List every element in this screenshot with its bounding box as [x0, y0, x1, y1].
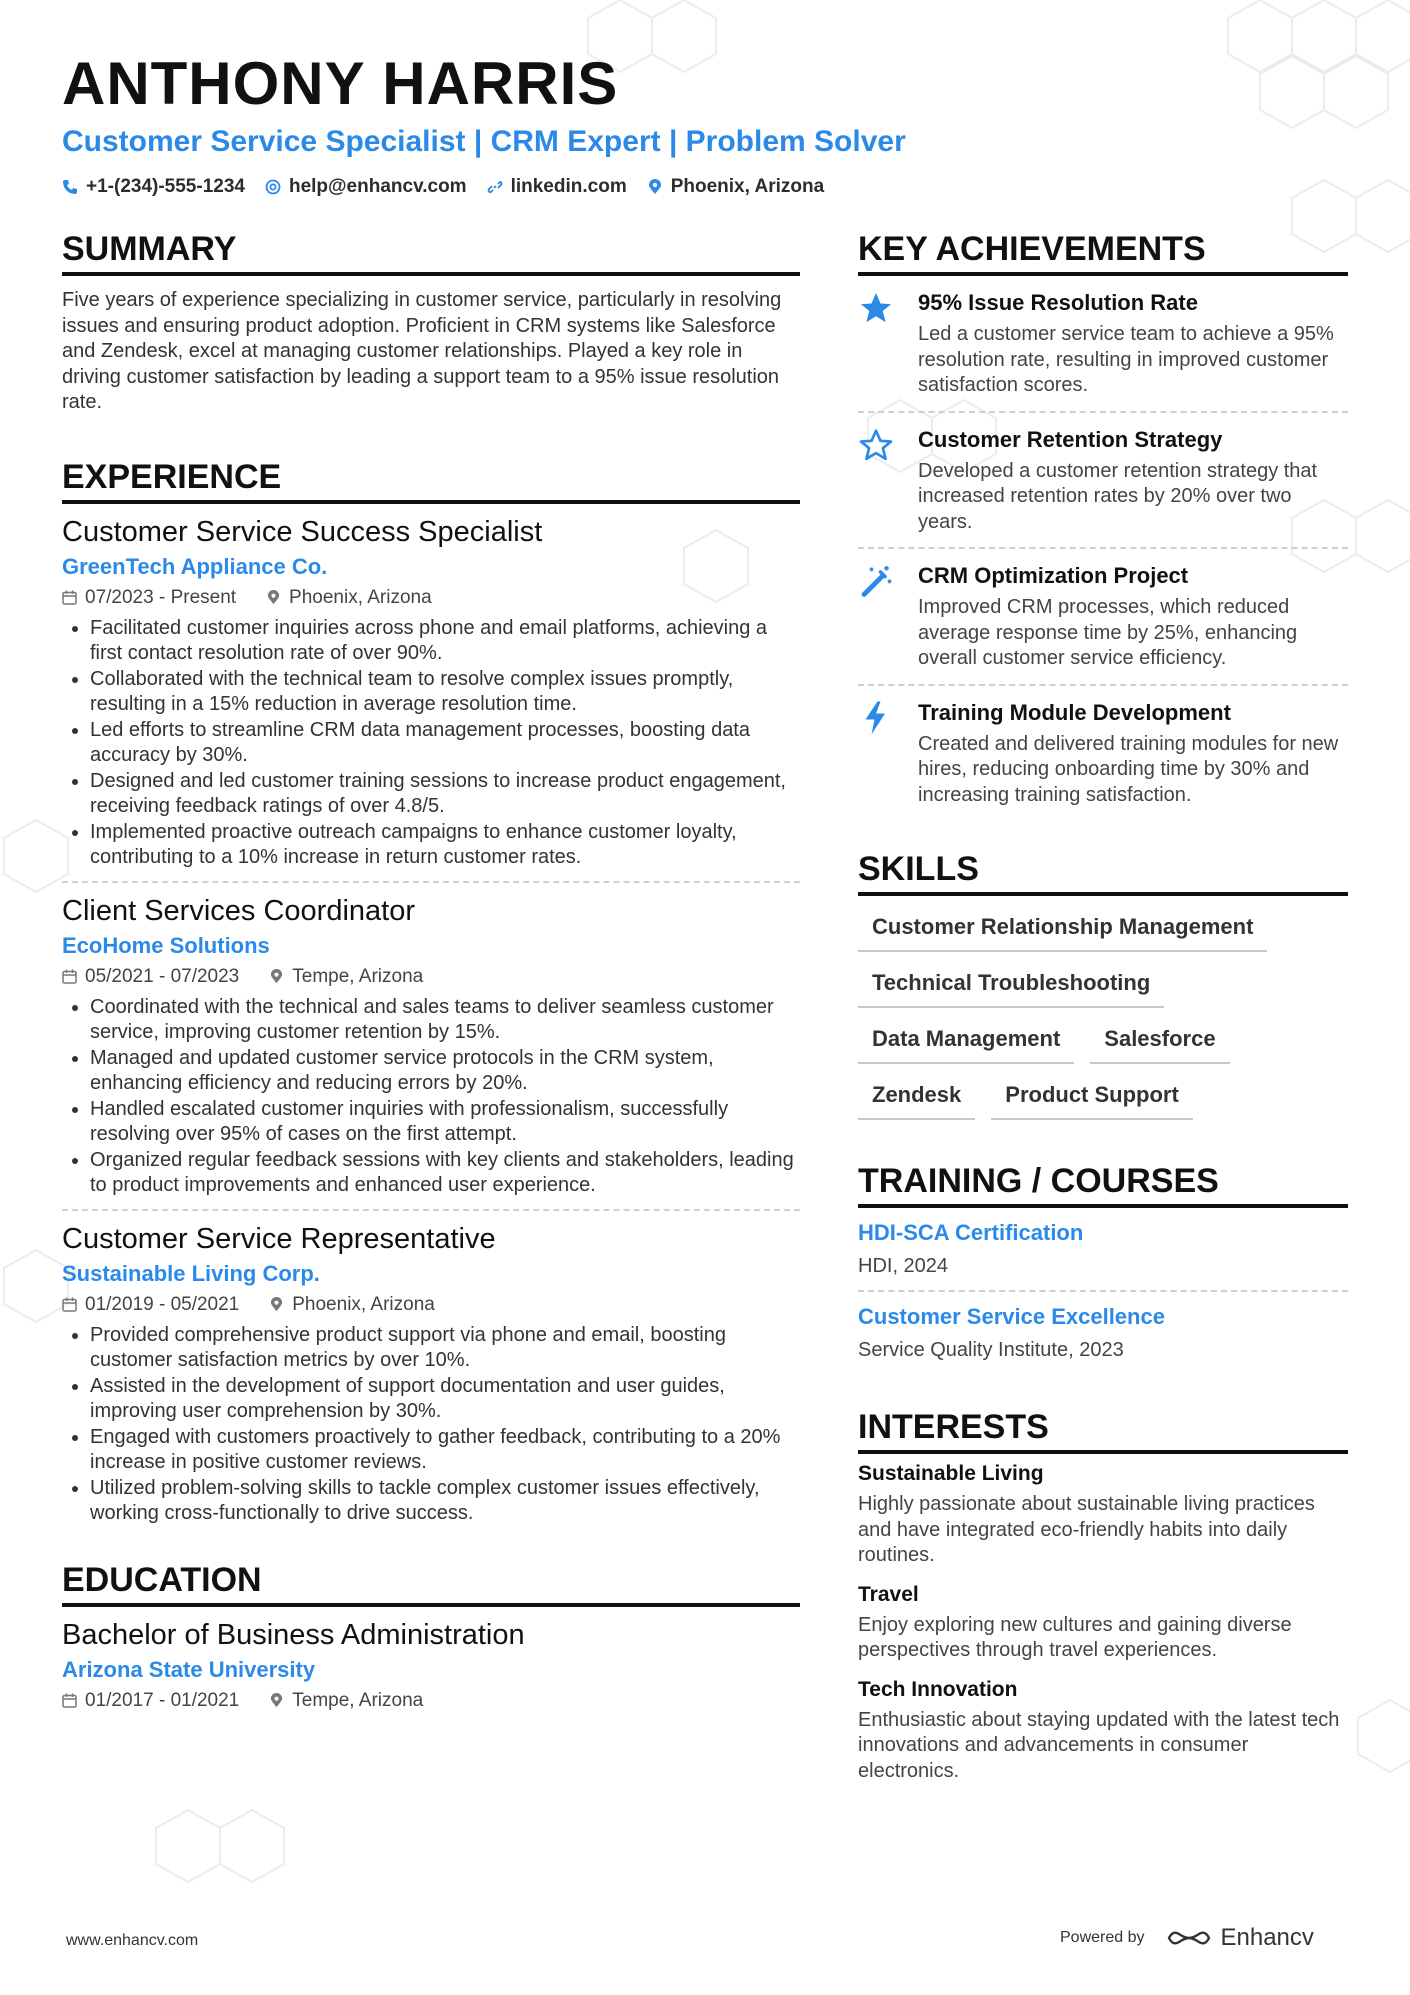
experience-section — [62, 456, 800, 1537]
skill-tag: Technical Troubleshooting — [858, 968, 1164, 1008]
job-title: Customer Service Success Specialist — [62, 515, 543, 548]
skill-tag: Zendesk — [858, 1080, 975, 1120]
achievement-title: 95% Issue Resolution Rate — [918, 290, 1198, 315]
bullet-item: • Provided comprehensive product support via phone and email, boosting customer satisfaction metrics by over 10%. — [90, 1323, 800, 1374]
bullet-item: • Organized regular feedback sessions with key clients and stakeholders, leading to product improvements and enhanced user experience. — [90, 1148, 800, 1199]
achievement-desc: Developed a customer retention strategy that increased retention rates by 20% over two years. — [918, 459, 1318, 533]
contact-row — [62, 176, 1352, 198]
interest-title: Tech Innovation — [858, 1677, 1018, 1701]
achievement-desc: Improved CRM processes, which reduced average response time by 25%, enhancing overall customer service efficiency. — [918, 596, 1298, 669]
company-name[interactable]: Sustainable Living Corp. — [62, 1260, 320, 1286]
location-text: Phoenix, Arizona — [670, 176, 825, 197]
skills-list — [858, 896, 1348, 1120]
footer-website[interactable]: www.enhancv.com — [66, 1932, 199, 1949]
at-sign-icon — [265, 179, 281, 195]
phone-text: +1-(234)-555-1234 — [86, 176, 245, 197]
calendar-icon — [62, 1297, 77, 1312]
map-pin-icon — [647, 179, 663, 195]
calendar-icon — [62, 969, 77, 984]
interest-title: Sustainable Living — [858, 1462, 1044, 1485]
skill-tag: Product Support — [991, 1080, 1193, 1120]
map-pin-icon — [269, 1693, 284, 1708]
achievement-title: CRM Optimization Project — [918, 563, 1189, 588]
bullet-item: • Handled escalated customer inquiries with professionalism, successfully resolving over 95% of cases on the first attempt. — [90, 1097, 800, 1148]
summary-title: SUMMARY — [62, 228, 800, 276]
map-pin-icon — [266, 590, 281, 605]
skill-tag: Salesforce — [1090, 1024, 1229, 1064]
calendar-icon — [62, 1693, 77, 1708]
summary-section — [62, 228, 800, 416]
phone-icon — [62, 179, 78, 195]
headline: Customer Service Specialist | CRM Expert | Problem Solver — [62, 125, 906, 158]
achievement-desc: Created and delivered training modules for new hires, reducing onboarding time by 30% and increasing training satisfaction. — [918, 732, 1339, 806]
interest-title: Travel — [858, 1582, 919, 1606]
training-title: TRAINING / COURSES — [858, 1160, 1348, 1208]
brand-logo[interactable] — [1165, 1924, 1314, 1952]
bullet-item: • Managed and updated customer service protocols in the CRM system, enhancing efficiency and reducing errors by 20%. — [90, 1046, 800, 1097]
job-location: Tempe, Arizona — [269, 963, 423, 991]
achievement-title: Training Module Development — [918, 699, 1231, 725]
left-column — [62, 228, 800, 1725]
job-dates: 05/2021 - 07/2023 — [62, 963, 239, 991]
skills-title: SKILLS — [858, 848, 1348, 896]
job-title: Customer Service Representative — [62, 1222, 496, 1255]
lightning-bolt-icon — [858, 700, 894, 736]
experience-title: EXPERIENCE — [62, 456, 800, 504]
summary-text: Five years of experience specializing in customer service, particularly in resolving issues and ensuring product adoption. Proficient in CRM systems like Salesforce and Zendesk, excel at managing customer relationships. Played a key role in driving customer satisfaction by leading a support team to a 95% issue resolution rate. — [62, 289, 782, 413]
achievement-item — [858, 686, 1348, 821]
bullet-item: • Assisted in the development of support documentation and user guides, improving user comprehension by 30%. — [90, 1374, 800, 1425]
job-dates: 01/2019 - 05/2021 — [62, 1291, 239, 1319]
course-org: HDI, 2024 — [858, 1255, 949, 1277]
job-title: Client Services Coordinator — [62, 894, 415, 927]
bullet-item: • Led efforts to streamline CRM data management processes, boosting data accuracy by 30%. — [90, 718, 800, 769]
job-bullets — [62, 995, 800, 1199]
link-icon — [487, 179, 503, 195]
interest-desc: Enthusiastic about staying updated with the latest tech innovations and advancements in consumer electronics. — [858, 1708, 1340, 1782]
interests-section — [858, 1406, 1348, 1790]
interest-desc: Highly passionate about sustainable living practices and have integrated eco-friendly habits into daily routines. — [858, 1493, 1315, 1566]
education-item — [62, 1607, 800, 1725]
interest-item — [858, 1454, 1348, 1575]
bullet-item: • Coordinated with the technical and sales teams to deliver seamless customer service, improving customer retention by 15%. — [90, 995, 800, 1046]
education-title: EDUCATION — [62, 1559, 800, 1607]
achievements-title: KEY ACHIEVEMENTS — [858, 228, 1348, 276]
calendar-icon — [62, 590, 77, 605]
star-outline-icon — [858, 427, 894, 463]
interests-title: INTERESTS — [858, 1406, 1348, 1454]
interest-item — [858, 1575, 1348, 1670]
skill-tag: Data Management — [858, 1024, 1074, 1064]
contact-location — [647, 176, 824, 198]
job-meta — [62, 1291, 800, 1319]
bullet-item: • Designed and led customer training sessions to increase product engagement, receiving feedback ratings of over 4.8/5. — [90, 769, 800, 820]
job-location: Phoenix, Arizona — [266, 584, 432, 612]
experience-item — [62, 504, 800, 883]
experience-item — [62, 883, 800, 1211]
magic-wand-icon — [858, 563, 894, 599]
company-name[interactable]: GreenTech Appliance Co. — [62, 553, 328, 579]
contact-phone[interactable] — [62, 176, 245, 198]
bullet-item: • Engaged with customers proactively to gather feedback, contributing to a 20% increase in positive customer reviews. — [90, 1425, 800, 1476]
education-section — [62, 1559, 800, 1725]
course-item — [858, 1208, 1348, 1292]
contact-email[interactable] — [265, 176, 467, 198]
job-bullets — [62, 1323, 800, 1527]
brand-name: Enhancv — [1220, 1924, 1314, 1951]
achievement-title: Customer Retention Strategy — [918, 426, 1223, 452]
education-meta — [62, 1687, 800, 1715]
map-pin-icon — [269, 969, 284, 984]
bullet-item: • Implemented proactive outreach campaigns to enhance customer loyalty, contributing to a 10% increase in return customer rates. — [90, 820, 800, 871]
candidate-name: ANTHONY HARRIS — [62, 50, 619, 117]
education-location: Tempe, Arizona — [269, 1687, 423, 1715]
job-meta — [62, 584, 800, 612]
achievement-item — [858, 276, 1348, 413]
resume-header — [62, 48, 1352, 198]
degree-title: Bachelor of Business Administration — [62, 1618, 525, 1651]
job-location: Phoenix, Arizona — [269, 1291, 435, 1319]
skills-section — [858, 848, 1348, 1120]
achievement-item — [858, 549, 1348, 686]
achievement-item — [858, 413, 1348, 550]
skill-tag: Customer Relationship Management — [858, 912, 1267, 952]
right-column — [858, 228, 1348, 1790]
company-name[interactable]: EcoHome Solutions — [62, 932, 270, 958]
course-item — [858, 1292, 1348, 1374]
interest-desc: Enjoy exploring new cultures and gaining diverse perspectives through travel experiences. — [858, 1613, 1292, 1661]
linkedin-text: linkedin.com — [510, 176, 627, 197]
enhancv-logo-icon — [1165, 1926, 1213, 1950]
job-bullets — [62, 616, 800, 871]
star-filled-icon — [858, 290, 894, 326]
experience-item — [62, 1211, 800, 1537]
powered-by-text: Powered by — [1060, 1929, 1145, 1946]
education-dates: 01/2017 - 01/2021 — [62, 1687, 239, 1715]
course-name[interactable]: Customer Service Excellence — [858, 1304, 1165, 1329]
achievement-desc: Led a customer service team to achieve a 95% resolution rate, resulting in improved customer satisfaction scores. — [918, 323, 1334, 396]
bullet-item: • Utilized problem-solving skills to tackle complex customer issues effectively, working cross-functionally to drive success. — [90, 1476, 800, 1527]
school-name[interactable]: Arizona State University — [62, 1656, 316, 1682]
training-section — [858, 1160, 1348, 1374]
job-meta — [62, 963, 800, 991]
job-dates: 07/2023 - Present — [62, 584, 236, 612]
course-name[interactable]: HDI-SCA Certification — [858, 1220, 1084, 1245]
bullet-item: • Collaborated with the technical team to resolve complex issues promptly, resulting in a 15% reduction in average resolution time. — [90, 667, 800, 718]
map-pin-icon — [269, 1297, 284, 1312]
footer-brand — [1060, 1924, 1314, 1952]
interest-item — [858, 1670, 1348, 1791]
contact-linkedin[interactable] — [487, 176, 627, 198]
email-text: help@enhancv.com — [288, 176, 467, 197]
course-org: Service Quality Institute, 2023 — [858, 1339, 1124, 1361]
bullet-item: • Facilitated customer inquiries across phone and email platforms, achieving a first contact resolution rate of over 90%. — [90, 616, 800, 667]
achievements-section — [858, 228, 1348, 820]
